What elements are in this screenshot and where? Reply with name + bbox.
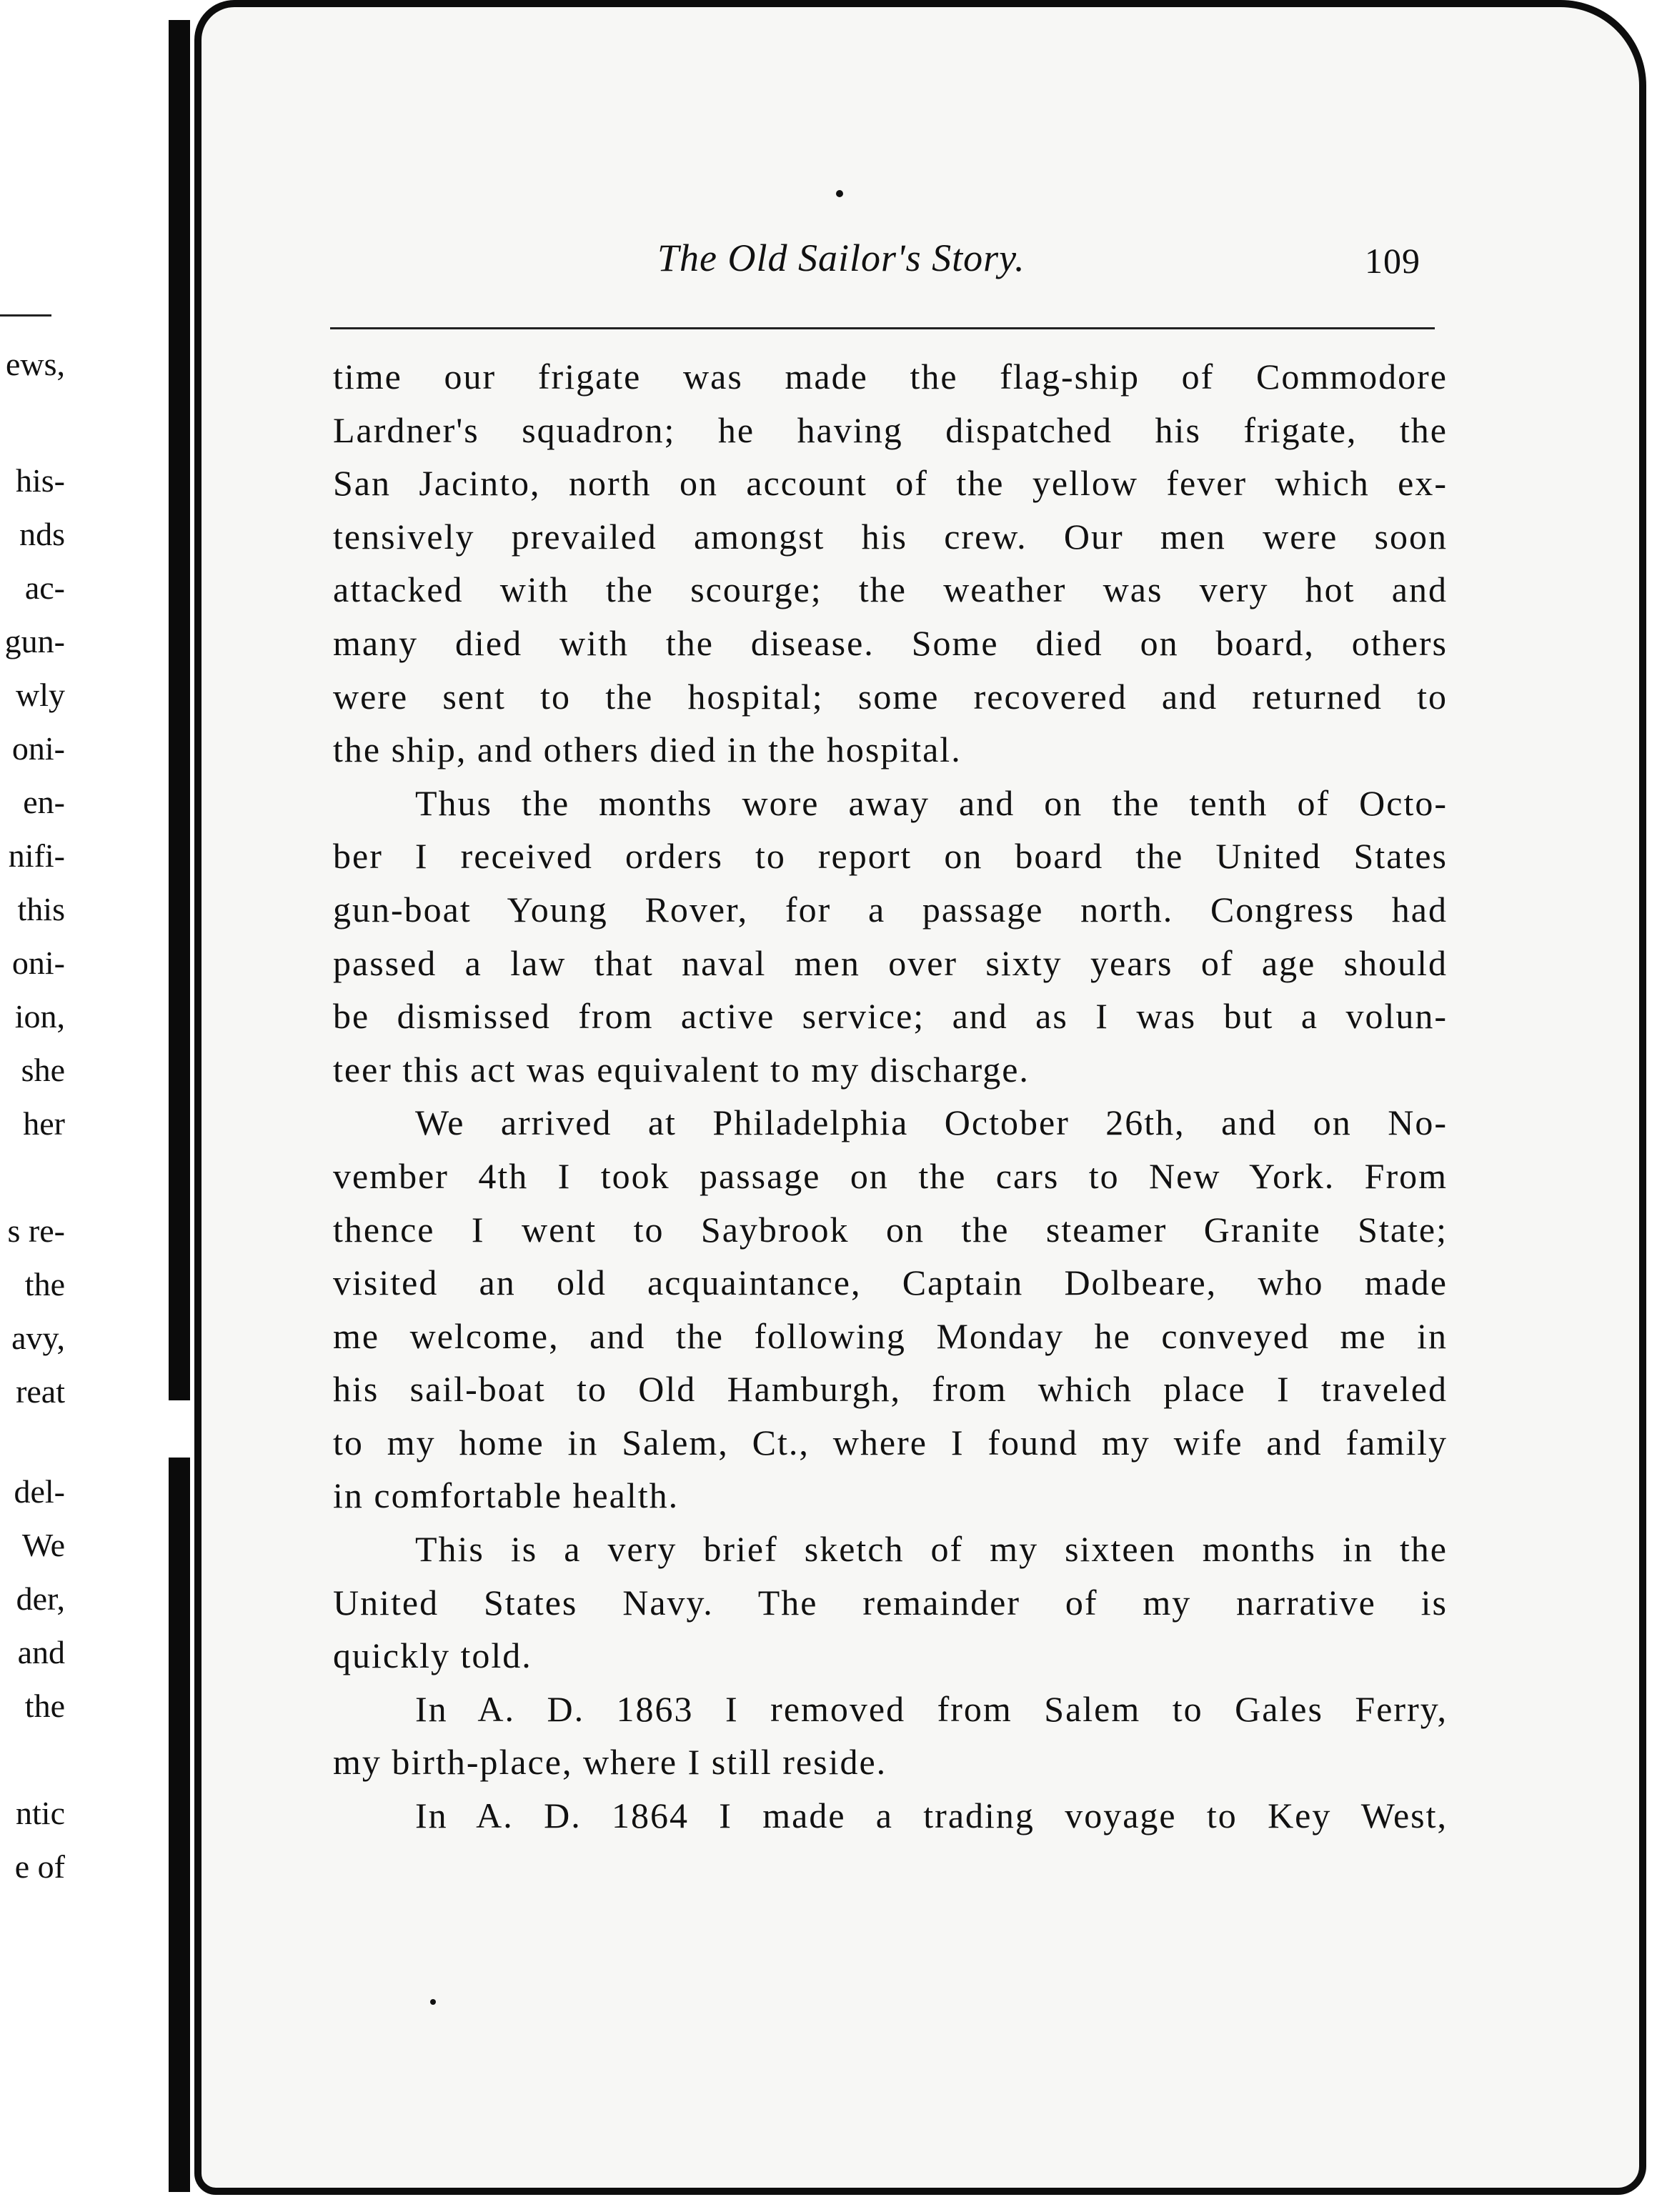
text-line: This is a very brief sketch of my sixteen months in the [415,1529,1448,1570]
left-page-line: avy, [11,1320,65,1356]
text-line: In A. D. 1863 I removed from Salem to Gales Ferry, [415,1688,1448,1729]
left-page-line: nds [19,516,65,552]
left-page-line: and [17,1634,65,1670]
left-page-line: oni- [11,945,65,981]
left-page-line: ntic [16,1795,65,1831]
left-page-fragment [0,0,169,2212]
left-page-line: en- [23,784,65,820]
left-page-rule [0,314,51,317]
header-rule [330,327,1435,329]
text-line: We arrived at Philadelphia October 26th, and on No- [415,1102,1448,1143]
text-line: many died with the disease. Some died on board, others [333,622,1448,663]
left-page-line: ac- [24,569,65,606]
text-line: attacked with the scourge; the weather was very hot and [333,569,1448,610]
left-page-line: s re- [7,1212,65,1249]
binding-gutter [169,20,190,2192]
text-line: Lardner's squadron; he having dispatched his frigate, the [333,409,1448,450]
text-line: In A. D. 1864 I made a trading voyage to Key West, [415,1795,1448,1836]
text-line: vember 4th I took passage on the cars to New York. From [333,1155,1448,1196]
left-page-line: nifi- [8,837,65,874]
page-number: 109 [1365,241,1420,281]
left-page-line: his- [16,462,65,499]
ink-speck [430,1999,436,2005]
running-head: The Old Sailor's Story. [657,236,1025,279]
left-page-line: del- [14,1473,65,1510]
left-page-line: the [24,1688,65,1724]
text-line: to my home in Salem, Ct., where I found my wife and family [333,1422,1448,1463]
left-page-line: der, [16,1580,65,1617]
text-line: tensively prevailed amongst his crew. Our men were soon [333,516,1448,557]
left-page-line: e of [14,1848,65,1885]
text-line: time our frigate was made the flag-ship of Commodore [333,357,1448,397]
left-page-line: her [23,1105,65,1142]
ink-speck [836,190,843,197]
left-page-line: gun- [4,623,65,659]
text-line: visited an old acquaintance, Captain Dolbeare, who made [333,1262,1448,1303]
body-text [333,350,1448,1843]
text-line: were sent to the hospital; some recovered and returned to [333,676,1448,717]
text-line: thence I went to Saybrook on the steamer Granite State; [333,1209,1448,1250]
text-line: teer this act was equivalent to my discharge. [333,1049,1030,1090]
left-page-line: the [24,1266,65,1302]
left-page-line: this [17,891,65,927]
text-line: the ship, and others died in the hospital. [333,729,962,770]
text-line: San Jacinto, north on account of the yellow fever which ex- [333,463,1448,504]
gutter-tear [169,1400,190,1458]
text-line: gun-boat Young Rover, for a passage north. Congress had [333,889,1448,930]
left-page-line: wly [16,677,65,713]
text-line: his sail-boat to Old Hamburgh, from which place I traveled [333,1369,1448,1410]
right-page [194,0,1646,2195]
left-page-line: ion, [14,998,65,1035]
left-page-line: she [21,1052,65,1088]
text-line: be dismissed from active service; and as I was but a volun- [333,996,1448,1037]
text-line: ber I received orders to report on board the United States [333,836,1448,877]
left-page-line: oni- [11,730,65,767]
text-line: quickly told. [333,1635,532,1676]
left-page-line: We [21,1527,65,1563]
text-line: Thus the months wore away and on the tenth of Octo- [415,782,1448,823]
text-line: passed a law that naval men over sixty years of age should [333,942,1448,983]
text-line: in comfortable health. [333,1475,680,1516]
text-line: me welcome, and the following Monday he conveyed me in [333,1315,1448,1356]
text-line: United States Navy. The remainder of my narrative is [333,1582,1448,1623]
text-line: my birth-place, where I still reside. [333,1742,887,1783]
left-page-line: ews, [5,346,65,382]
left-page-line: reat [16,1373,65,1410]
